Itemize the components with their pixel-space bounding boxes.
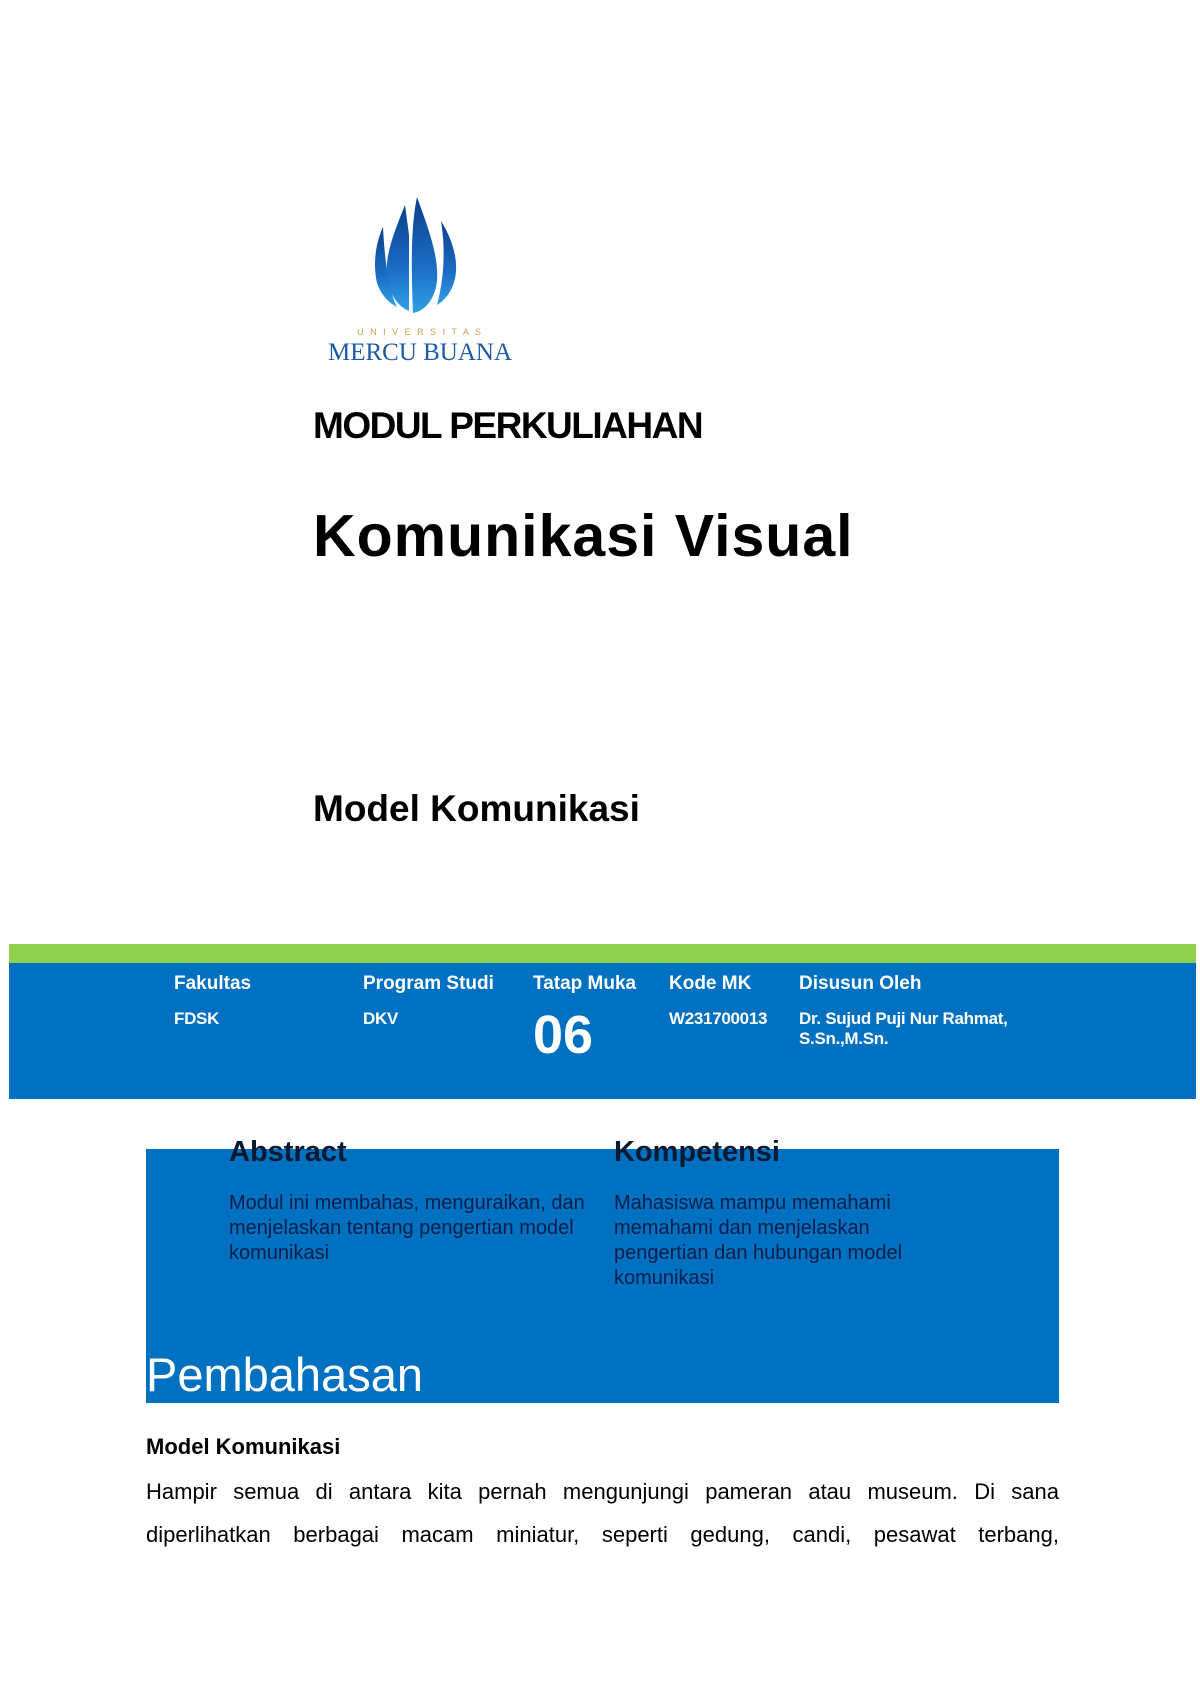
disusun-oleh-label: Disusun Oleh bbox=[799, 973, 922, 994]
kode-mk-value: W231700013 bbox=[669, 1009, 768, 1028]
body-paragraph: Hampir semua di antara kita pernah mengunjungi pameran atau museum. Di sana diperlihatkan berbagai macam miniatur, seperti gedung, candi, pesawat terbang, bbox=[146, 1479, 1059, 1547]
course-title: Komunikasi Visual bbox=[313, 503, 854, 569]
disusun-oleh-value bbox=[799, 1009, 1008, 1049]
fakultas-column bbox=[174, 973, 251, 1029]
green-divider-bar bbox=[9, 944, 1196, 963]
disusun-oleh-column bbox=[799, 973, 1008, 1049]
section-sub-heading: Model Komunikasi bbox=[146, 1434, 341, 1459]
topic-title: Model Komunikasi bbox=[313, 788, 640, 829]
tatap-muka-label: Tatap Muka bbox=[533, 973, 637, 994]
kompetensi-heading: Kompetensi bbox=[614, 1136, 780, 1168]
kompetensi-section bbox=[614, 1136, 959, 1291]
abstract-text: Modul ini membahas, menguraikan, dan menjelaskan tentang pengertian model komunikasi bbox=[229, 1192, 585, 1264]
course-info-band bbox=[9, 963, 1196, 1099]
kompetensi-text: Mahasiswa mampu memahami memahami dan menjelaskan pengertian dan hubungan model komunikasi bbox=[614, 1192, 903, 1289]
tatap-muka-value: 06 bbox=[533, 1005, 594, 1065]
abstract-section bbox=[229, 1136, 599, 1266]
kode-mk-label: Kode MK bbox=[669, 973, 752, 994]
tatap-muka-column bbox=[533, 973, 636, 1065]
pembahasan-heading: Pembahasan bbox=[146, 1348, 423, 1401]
disusun-oleh-line2: S.Sn.,M.Sn. bbox=[799, 1029, 889, 1048]
flame-emblem-icon bbox=[313, 195, 528, 370]
program-studi-column bbox=[363, 973, 494, 1029]
university-logo bbox=[313, 195, 528, 370]
modul-label: MODUL PERKULIAHAN bbox=[313, 405, 703, 446]
logo-university-name: MERCU BUANA bbox=[327, 339, 513, 366]
fakultas-label: Fakultas bbox=[174, 973, 252, 994]
abstract-heading: Abstract bbox=[229, 1136, 347, 1168]
fakultas-value: FDSK bbox=[174, 1009, 220, 1028]
logo-university-label: U N I V E R S I T A S bbox=[357, 327, 483, 337]
kode-mk-column bbox=[669, 973, 767, 1029]
disusun-oleh-line1: Dr. Sujud Puji Nur Rahmat, bbox=[799, 1009, 1008, 1028]
program-studi-label: Program Studi bbox=[363, 973, 494, 994]
program-studi-value: DKV bbox=[363, 1009, 398, 1028]
